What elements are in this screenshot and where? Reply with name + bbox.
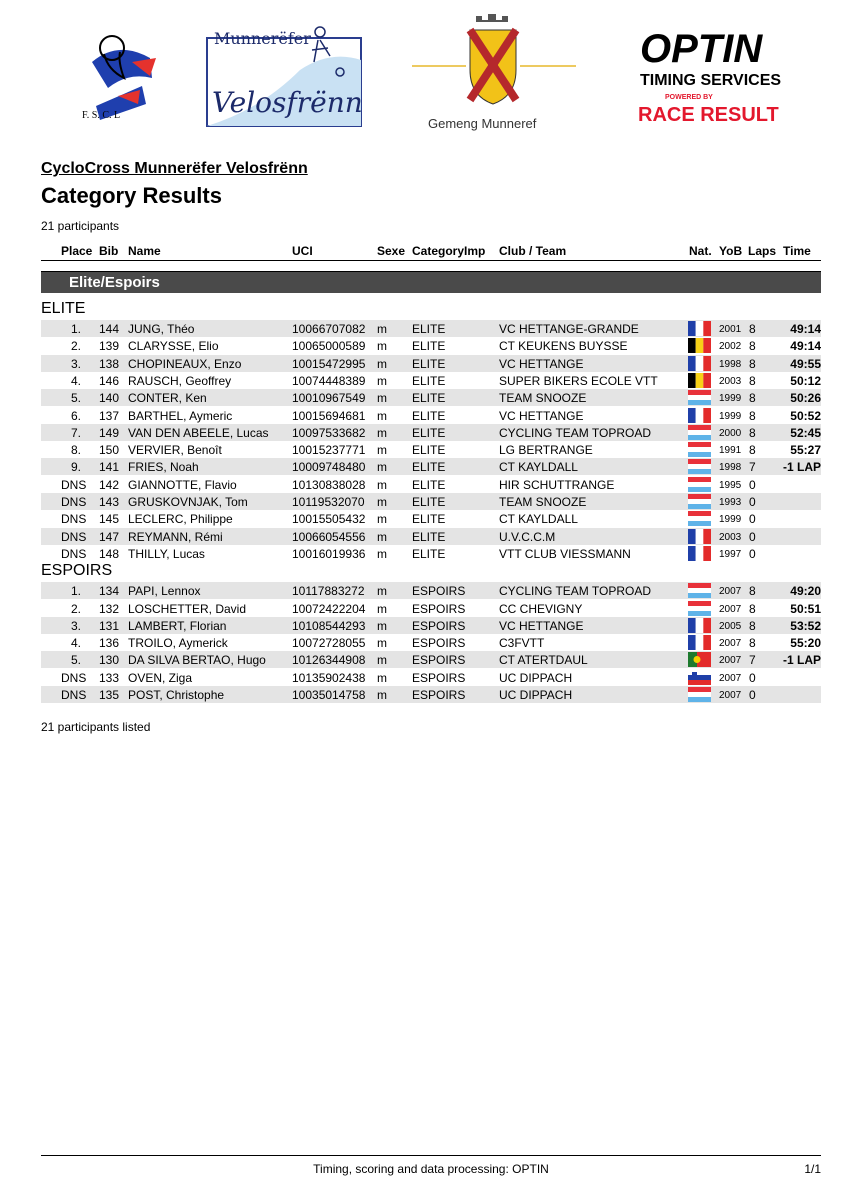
bib-cell: 139 (99, 339, 120, 354)
club-cell: CT KAYLDALL (499, 460, 578, 475)
table-row (41, 320, 821, 337)
yob-cell: 2001 (719, 324, 742, 335)
flag-lu-icon (688, 425, 711, 440)
club-cell: CT ATERTDAUL (499, 653, 588, 668)
name-cell: POST, Christophe (128, 688, 225, 702)
place-cell: 6. (70, 408, 81, 423)
yob-cell: 1991 (719, 445, 742, 457)
place-cell: 3. (70, 618, 81, 633)
club-cell: VC HETTANGE (499, 618, 584, 633)
name-cell: GRUSKOVNJAK, Tom (128, 495, 248, 509)
name-cell: TROILO, Aymerick (128, 636, 228, 651)
sexe-cell: m (377, 443, 387, 458)
gemeng-crest-logo (412, 14, 576, 131)
flag-lu-icon (688, 687, 711, 702)
sexe-cell: m (377, 408, 387, 423)
name-cell: VERVIER, Benoît (128, 443, 222, 458)
bib-cell: 142 (99, 477, 120, 492)
flag-si-icon (688, 670, 711, 685)
col-category: CategoryImp (412, 244, 486, 258)
table-row (41, 424, 821, 441)
event-title: CycloCross Munnerëfer Velosfrënn (41, 160, 308, 177)
yob-cell: 2003 (719, 531, 742, 543)
group-bar (41, 271, 821, 293)
name-cell: OVEN, Ziga (128, 670, 193, 685)
place-cell: 5. (70, 653, 81, 668)
laps-cell: 0 (749, 546, 756, 561)
yob-cell: 1993 (719, 497, 742, 508)
yob-cell: 2007 (719, 638, 742, 650)
uci-cell: 10016019936 (292, 546, 366, 561)
participants-count: 21 participants (41, 219, 120, 233)
table-row (41, 582, 821, 599)
time-cell: 55:27 (790, 443, 821, 458)
club-cell: UC DIPPACH (499, 688, 573, 702)
club-cell: CYCLING TEAM TOPROAD (499, 425, 652, 440)
sexe-cell: m (377, 391, 387, 406)
name-cell: LECLERC, Philippe (128, 512, 233, 527)
laps-cell: 8 (749, 356, 756, 371)
sexe-cell: m (377, 601, 387, 616)
sexe-cell: m (377, 653, 387, 668)
sexe-cell: m (377, 512, 387, 527)
name-cell: THILLY, Lucas (128, 546, 205, 561)
category-cell: ELITE (412, 339, 446, 354)
time-cell: 50:26 (790, 391, 821, 406)
name-cell: CHOPINEAUX, Enzo (128, 356, 242, 371)
place-cell: 1. (70, 584, 81, 599)
sexe-cell: m (377, 477, 387, 492)
bib-cell: 136 (99, 636, 120, 651)
table-row (41, 669, 821, 686)
laps-cell: 7 (749, 653, 756, 668)
category-cell: ELITE (412, 443, 446, 458)
yob-cell: 2007 (719, 603, 742, 615)
velosfrenn-text: Velosfrënn (212, 86, 363, 119)
place-cell: DNS (61, 477, 87, 492)
yob-cell: 2007 (719, 655, 742, 667)
col-laps: Laps (748, 244, 777, 258)
place-cell: 2. (70, 601, 81, 616)
flag-lu-icon (688, 477, 711, 492)
col-time: Time (783, 244, 811, 258)
time-cell: 49:20 (790, 584, 821, 599)
sexe-cell: m (377, 322, 387, 336)
laps-cell: 8 (749, 408, 756, 423)
bib-cell: 141 (99, 460, 120, 475)
category-cell: ELITE (412, 356, 446, 371)
place-cell: 1. (70, 322, 81, 336)
bib-cell: 131 (99, 618, 120, 633)
sexe-cell: m (377, 546, 387, 561)
table-row (41, 617, 821, 634)
flag-lu-icon (688, 601, 711, 616)
category-cell: ESPOIRS (412, 670, 466, 685)
place-cell: 2. (70, 339, 81, 354)
club-cell: CYCLING TEAM TOPROAD (499, 584, 652, 599)
flag-fr-icon (688, 529, 711, 544)
time-cell: 50:52 (790, 408, 821, 423)
category-cell: ELITE (412, 391, 446, 406)
timing-services-text: TIMING SERVICES (640, 72, 782, 89)
uci-cell: 10010967549 (292, 391, 366, 406)
bib-cell: 133 (99, 670, 120, 685)
bib-cell: 137 (99, 408, 120, 423)
flag-pt-icon (688, 652, 711, 667)
table-row (41, 355, 821, 372)
yob-cell: 2003 (719, 375, 742, 387)
sexe-cell: m (377, 339, 387, 354)
yob-cell: 2005 (719, 620, 742, 632)
bib-cell: 143 (99, 495, 120, 509)
club-cell: CT KAYLDALL (499, 512, 578, 527)
flag-lu-icon (688, 583, 711, 598)
club-cell: VTT CLUB VIESSMANN (499, 546, 631, 561)
club-cell: CT KEUKENS BUYSSE (499, 339, 628, 354)
table-row (41, 686, 821, 703)
yob-cell: 1998 (719, 462, 742, 474)
flag-fr-icon (688, 546, 711, 561)
name-cell: CLARYSSE, Elio (128, 339, 219, 354)
yob-cell: 1999 (719, 393, 742, 405)
col-name: Name (128, 244, 161, 258)
uci-cell: 10130838028 (292, 477, 366, 492)
name-cell: LOSCHETTER, David (128, 601, 247, 616)
category-cell: ESPOIRS (412, 584, 466, 599)
col-club: Club / Team (499, 244, 567, 258)
laps-cell: 8 (749, 339, 756, 354)
race-result-text: RACE RESULT (638, 104, 779, 126)
yob-cell: 1999 (719, 514, 742, 526)
bib-cell: 150 (99, 443, 120, 458)
sexe-cell: m (377, 670, 387, 685)
bib-cell: 132 (99, 601, 120, 616)
uci-cell: 10135902438 (292, 670, 366, 685)
uci-cell: 10065000589 (292, 339, 366, 354)
footer-credits: Timing, scoring and data processing: OPTIN (313, 1162, 549, 1176)
name-cell: LAMBERT, Florian (128, 618, 227, 633)
club-cell: VC HETTANGE (499, 408, 584, 423)
bib-cell: 144 (99, 322, 120, 336)
laps-cell: 7 (749, 460, 756, 475)
name-cell: VAN DEN ABEELE, Lucas (128, 425, 269, 440)
uci-cell: 10108544293 (292, 618, 366, 633)
club-cell: CC CHEVIGNY (499, 601, 583, 616)
sexe-cell: m (377, 636, 387, 651)
time-cell: 50:12 (790, 373, 821, 388)
club-cell: TEAM SNOOZE (499, 495, 587, 509)
col-sexe: Sexe (377, 244, 406, 258)
table-row (41, 441, 821, 458)
uci-cell: 10015237771 (292, 443, 366, 458)
flag-lu-icon (688, 442, 711, 457)
laps-cell: 0 (749, 477, 756, 492)
name-cell: RAUSCH, Geoffrey (128, 373, 232, 388)
bib-cell: 146 (99, 373, 120, 388)
laps-cell: 0 (749, 495, 756, 509)
uci-cell: 10015694681 (292, 408, 366, 423)
laps-cell: 0 (749, 512, 756, 527)
flag-be-icon (688, 373, 711, 388)
uci-cell: 10035014758 (292, 688, 366, 702)
uci-cell: 10066707082 (292, 322, 366, 336)
bib-cell: 147 (99, 529, 120, 544)
flag-fr-icon (688, 408, 711, 423)
club-cell: TEAM SNOOZE (499, 391, 587, 406)
place-cell: DNS (61, 546, 87, 561)
uci-cell: 10119532070 (292, 495, 365, 509)
place-cell: 7. (70, 425, 81, 440)
flag-fr-icon (688, 618, 711, 633)
footer-divider (41, 1155, 821, 1156)
page-number: 1/1 (804, 1162, 821, 1176)
category-cell: ELITE (412, 495, 446, 509)
laps-cell: 8 (749, 373, 756, 388)
place-cell: 3. (70, 356, 81, 371)
table-row (41, 476, 821, 493)
bib-cell: 145 (99, 512, 120, 527)
flag-be-icon (688, 338, 711, 353)
time-cell: 55:20 (790, 636, 821, 651)
sexe-cell: m (377, 495, 387, 509)
yob-cell: 2007 (719, 672, 742, 684)
place-cell: DNS (61, 495, 87, 509)
bib-cell: 149 (99, 425, 120, 440)
sexe-cell: m (377, 584, 387, 599)
yob-cell: 1995 (719, 479, 742, 491)
flag-fr-icon (688, 635, 711, 650)
group-title: Elite/Espoirs (69, 274, 160, 291)
uci-cell: 10066054556 (292, 529, 366, 544)
time-cell: 49:55 (790, 356, 821, 371)
club-cell: LG BERTRANGE (499, 443, 593, 458)
club-cell: VC HETTANGE (499, 356, 584, 371)
place-cell: 8. (70, 443, 81, 458)
time-cell: 50:51 (790, 601, 821, 616)
club-cell: C3FVTT (499, 636, 545, 651)
name-cell: REYMANN, Rémi (128, 529, 223, 544)
club-cell: UC DIPPACH (499, 670, 573, 685)
club-cell: SUPER BIKERS ECOLE VTT (499, 373, 658, 388)
laps-cell: 8 (749, 601, 756, 616)
bib-cell: 138 (99, 356, 120, 371)
place-cell: 9. (70, 460, 81, 475)
time-cell: 49:14 (790, 322, 821, 336)
name-cell: FRIES, Noah (128, 460, 199, 475)
place-cell: DNS (61, 529, 87, 544)
gemeng-text: Gemeng Munneref (428, 116, 537, 131)
table-row (41, 337, 821, 354)
name-cell: DA SILVA BERTAO, Hugo (128, 653, 266, 668)
laps-cell: 8 (749, 425, 756, 440)
time-cell: 53:52 (790, 618, 821, 633)
bib-cell: 140 (99, 391, 120, 406)
uci-cell: 10009748480 (292, 460, 366, 475)
club-cell: VC HETTANGE-GRANDE (499, 322, 639, 336)
category-cell: ELITE (412, 408, 446, 423)
category-cell: ESPOIRS (412, 688, 466, 702)
uci-cell: 10126344908 (292, 653, 366, 668)
category-cell: ELITE (412, 477, 446, 492)
laps-cell: 8 (749, 618, 756, 633)
laps-cell: 8 (749, 391, 756, 406)
yob-cell: 1998 (719, 358, 742, 370)
time-cell: -1 LAP (782, 653, 821, 668)
flag-fr-icon (688, 321, 711, 336)
column-header (41, 240, 821, 261)
sexe-cell: m (377, 425, 387, 440)
uci-cell: 10072728055 (292, 636, 366, 651)
flag-fr-icon (688, 356, 711, 371)
yob-cell: 2007 (719, 586, 742, 598)
laps-cell: 8 (749, 636, 756, 651)
yob-cell: 2002 (719, 341, 742, 353)
table-row (41, 651, 821, 668)
sexe-cell: m (377, 356, 387, 371)
col-yob: YoB (719, 244, 743, 258)
uci-cell: 10015505432 (292, 512, 366, 527)
bib-cell: 135 (99, 688, 120, 702)
place-cell: DNS (61, 512, 87, 527)
uci-cell: 10074448389 (292, 373, 366, 388)
place-cell: 4. (70, 373, 81, 388)
table-row (41, 407, 821, 424)
table-row (41, 545, 821, 562)
category-cell: ELITE (412, 512, 446, 527)
bib-cell: 130 (99, 653, 120, 668)
powered-by-text: POWERED BY (665, 94, 713, 101)
category-cell: ESPOIRS (412, 636, 466, 651)
laps-cell: 8 (749, 443, 756, 458)
table-row (41, 389, 821, 406)
sexe-cell: m (377, 618, 387, 633)
uci-cell: 10072422204 (292, 601, 366, 616)
flag-lu-icon (688, 459, 711, 474)
optin-text: OPTIN (640, 27, 763, 71)
uci-cell: 10117883272 (292, 584, 365, 599)
uci-cell: 10015472995 (292, 356, 366, 371)
club-cell: HIR SCHUTTRANGE (499, 477, 615, 492)
fscl-text: F. S. C. L (82, 110, 121, 121)
category-cell: ELITE (412, 529, 446, 544)
category-cell: ELITE (412, 546, 446, 561)
category-cell: ESPOIRS (412, 618, 466, 633)
place-cell: 4. (70, 636, 81, 651)
time-cell: -1 LAP (782, 460, 821, 475)
category-cell: ELITE (412, 373, 446, 388)
table-row (41, 458, 821, 475)
category-cell: ELITE (412, 425, 446, 440)
optin-logo (638, 27, 781, 126)
bib-cell: 148 (99, 546, 120, 561)
time-cell: 52:45 (790, 425, 821, 440)
sexe-cell: m (377, 373, 387, 388)
name-cell: PAPI, Lennox (128, 584, 201, 599)
header-logos (0, 0, 862, 150)
table-row (41, 600, 821, 617)
yob-cell: 2000 (719, 427, 742, 439)
place-cell: DNS (61, 688, 87, 702)
uci-cell: 10097533682 (292, 425, 366, 440)
page-title: Category Results (41, 183, 222, 208)
laps-cell: 0 (749, 688, 756, 702)
table-row (41, 372, 821, 389)
category-cell: ELITE (412, 460, 446, 475)
category-label: ELITE (41, 300, 86, 317)
velosfrenn-logo (207, 27, 363, 126)
laps-cell: 0 (749, 670, 756, 685)
name-cell: JUNG, Théo (128, 322, 195, 336)
name-cell: BARTHEL, Aymeric (128, 408, 233, 423)
sexe-cell: m (377, 529, 387, 544)
place-cell: DNS (61, 670, 87, 685)
category-cell: ESPOIRS (412, 653, 466, 668)
place-cell: 5. (70, 391, 81, 406)
name-cell: GIANNOTTE, Flavio (128, 477, 237, 492)
participants-listed: 21 participants listed (41, 720, 151, 734)
sexe-cell: m (377, 460, 387, 475)
munnerefer-text: Munnerëfer (214, 29, 311, 48)
category-label: ESPOIRS (41, 562, 113, 580)
laps-cell: 8 (749, 322, 756, 336)
flag-lu-icon (688, 494, 711, 509)
laps-cell: 0 (749, 529, 756, 544)
table-row (41, 528, 821, 545)
category-cell: ESPOIRS (412, 601, 466, 616)
table-row (41, 634, 821, 651)
laps-cell: 8 (749, 584, 756, 599)
bib-cell: 134 (99, 584, 120, 599)
name-cell: CONTER, Ken (128, 391, 207, 406)
yob-cell: 2007 (719, 690, 742, 701)
yob-cell: 1997 (719, 548, 742, 560)
table-row (41, 493, 821, 510)
category-cell: ELITE (412, 322, 446, 336)
col-uci: UCI (292, 244, 313, 258)
fscl-logo (82, 36, 156, 121)
flag-lu-icon (688, 390, 711, 405)
col-nat: Nat. (689, 244, 712, 258)
col-place: Place (61, 244, 93, 258)
time-cell: 49:14 (790, 339, 821, 354)
table-row (41, 510, 821, 527)
col-bib: Bib (99, 244, 119, 258)
flag-lu-icon (688, 511, 711, 526)
sexe-cell: m (377, 688, 387, 702)
yob-cell: 1999 (719, 410, 742, 422)
club-cell: U.V.C.C.M (499, 529, 556, 544)
